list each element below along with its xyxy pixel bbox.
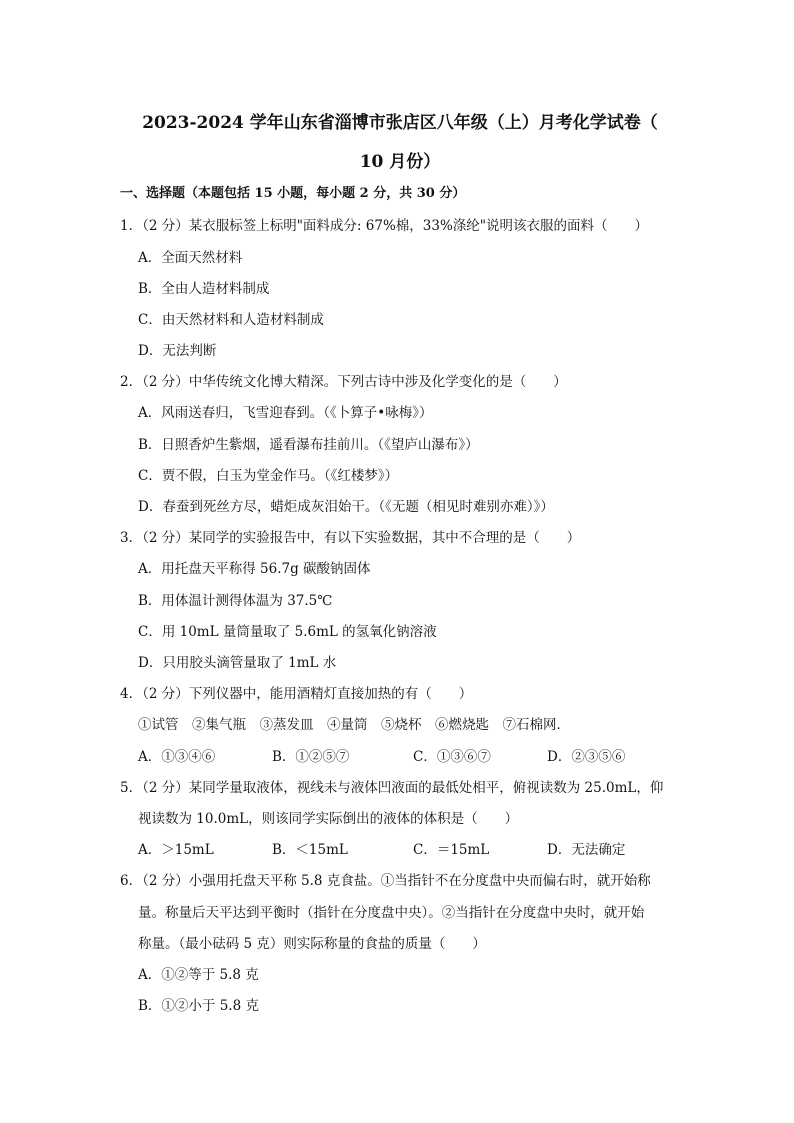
question-2-option-c: C．贾不假，白玉为堂金作马。（《红楼梦》） [138,468,399,484]
question-4-items: ①试管 ②集气瓶 ③蒸发皿 ④量筒 ⑤烧杯 ⑥燃烧匙 ⑦石棉网． [138,717,570,733]
exam-title-line-1: 2023-2024 学年山东省淄博市张店区八年级（上）月考化学试卷（ [142,113,658,133]
question-1-option-d: D．无法判断 [138,343,217,359]
question-5-option-d: D．无法确定 [547,842,626,858]
question-5-option-c: C．＝15mL [413,842,490,858]
question-6-stem-line-2: 量。称量后天平达到平衡时（指针在分度盘中央）。②当指针在分度盘中央时，就开始 [138,905,645,921]
question-6-option-b: B．①②小于 5.8 克 [138,998,259,1014]
question-1-option-b: B．全由人造材料制成 [138,281,270,297]
question-4-option-a: A．①③④⑥ [138,749,216,765]
question-3-stem: 3．（2 分）某同学的实验报告中，有以下实验数据，其中不合理的是（ ） [120,530,581,546]
question-5-option-b: B．＜15mL [272,842,348,858]
exam-title-line-2: 10 月份） [359,152,441,172]
question-5-stem-line-1: 5．（2 分）某同学量取液体，视线未与液体凹液面的最低处相平，俯视读数为 25.0mL，仰 [120,780,664,796]
question-3-option-d: D．只用胶头滴管量取了 1mL 水 [138,655,337,671]
question-1-option-c: C．由天然材料和人造材料制成 [138,312,324,328]
question-3-option-a: A．用托盘天平称得 56.7g 碳酸钠固体 [138,561,371,577]
question-3-option-c: C．用 10mL 量筒量取了 5.6mL 的氢氧化钠溶液 [138,624,437,640]
question-1-option-a: A．全面天然材料 [138,250,243,266]
question-2-stem: 2．（2 分）中华传统文化博大精深。下列古诗中涉及化学变化的是（ ） [120,374,567,390]
question-5-option-a: A．＞15mL [138,842,214,858]
question-4-stem: 4．（2 分）下列仪器中，能用酒精灯直接加热的有（ ） [120,686,473,702]
question-3-option-b: B．用体温计测得体温为 37.5℃ [138,593,333,609]
question-5-stem-line-2: 视读数为 10.0mL，则该同学实际倒出的液体的体积是（ ） [138,811,519,827]
question-6-stem-line-1: 6．（2 分）小强用托盘天平称 5.8 克食盐。①当指针不在分度盘中央而偏右时，就开始称 [120,873,651,889]
question-4-option-d: D．②③⑤⑥ [547,749,626,765]
question-4-option-c: C．①③⑥⑦ [413,749,491,765]
question-6-stem-line-3: 称量。（最小砝码 5 克）则实际称量的食盐的质量（ ） [138,936,486,952]
question-4-option-b: B．①②⑤⑦ [272,749,350,765]
question-2-option-b: B．日照香炉生紫烟，遥看瀑布挂前川。（《望庐山瀑布》） [138,437,479,453]
question-6-option-a: A．①②等于 5.8 克 [138,967,259,983]
section-heading: 一、选择题（本题包括 15 小题，每小题 2 分，共 30 分） [120,186,466,201]
question-1-stem: 1．（2 分）某衣服标签上标明"面料成分: 67%棉，33%涤纶"说明该衣服的面料（ ） [120,218,648,234]
question-2-option-d: D．春蚕到死丝方尽，蜡炬成灰泪始干。（《无题（相见时难别亦难）》） [138,499,554,515]
question-2-option-a: A．风雨送春归，飞雪迎春到。（《卜算子•咏梅》） [138,405,433,421]
